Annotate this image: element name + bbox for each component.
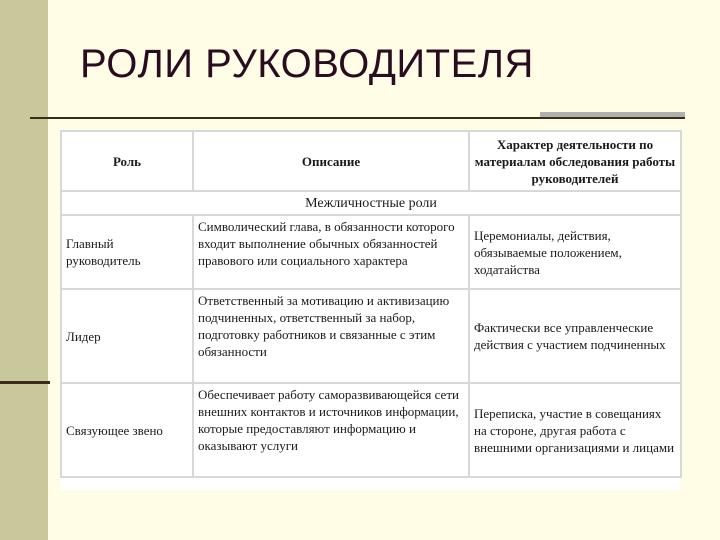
cell-activity: Переписка, участие в совещаниях на стороне, другая работа с внешними организациями и лицами [469,383,681,477]
table-row [61,383,681,477]
title-rule [30,117,685,119]
cell-activity: Фактически все управленческие действия с участием подчиненных [469,289,681,383]
header-activity: Характер деятельности по материалам обследования работы руководителей [469,131,681,191]
roles-table-container [60,130,680,490]
table-row [61,215,681,289]
cell-role: Связующее звено [61,383,193,477]
left-decorative-bar [0,0,48,540]
cell-description: Символический глава, в обязанности которого входит выполнение обычных обязанностей правового или социального характера [193,215,469,289]
roles-table [60,130,682,478]
slide-title: РОЛИ РУКОВОДИТЕЛЯ [80,42,534,86]
cell-role: Лидер [61,289,193,383]
section-label: Межличностные роли [61,191,681,215]
cell-description: Обеспечивает работу саморазвивающейся сети внешних контактов и источников информации, которые предоставляют информацию и оказывают услуги [193,383,469,477]
table-row [61,289,681,383]
table-header-row [61,131,681,191]
cell-description: Ответственный за мотивацию и активизацию подчиненных, ответственный за набор, подготовку работников и связанные с этим обязанности [193,289,469,383]
section-row [61,191,681,215]
cell-activity: Церемониалы, действия, обязываемые положением, ходатайства [469,215,681,289]
header-role: Роль [61,131,193,191]
header-description: Описание [193,131,469,191]
cell-role: Главный руководитель [61,215,193,289]
left-bar-divider [0,381,50,384]
